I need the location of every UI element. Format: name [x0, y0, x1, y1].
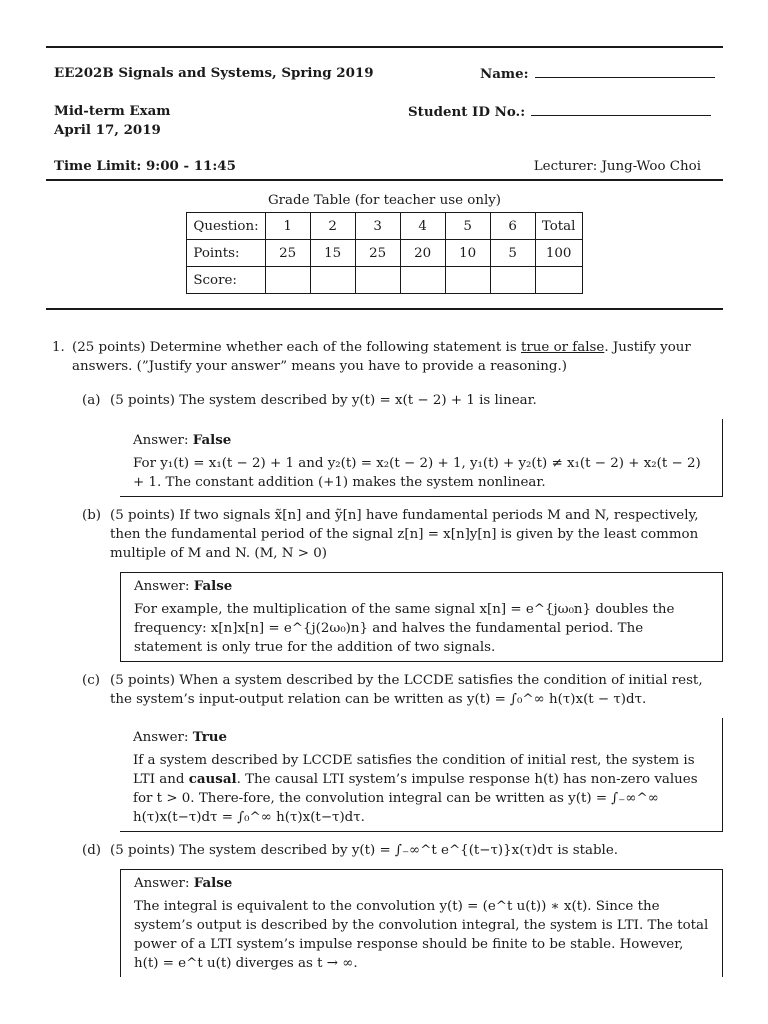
- part-d: [82, 841, 723, 860]
- points-cell: 25: [265, 240, 310, 267]
- answer-explanation: For y₁(t) = x₁(t − 2) + 1 and y₂(t) = x₂(t − 2) + 1, y₁(t) + y₂(t) ≠ x₁(t − 2) + x₂(t − 2) + 1. The constant addition (+1) makes the system nonlinear.: [133, 456, 701, 490]
- question-number: 1.: [52, 340, 65, 355]
- question-cell: 6: [490, 213, 535, 240]
- score-cell[interactable]: [400, 267, 445, 294]
- answer-value: False: [193, 875, 233, 891]
- answer-label: Answer:: [134, 876, 190, 891]
- question-1: [52, 338, 723, 977]
- answer-header: [133, 722, 712, 747]
- part-b: [82, 506, 723, 563]
- question-1-text-a: (25 points) Determine whether each of the following statement is: [72, 340, 521, 355]
- answer-box-c: [120, 718, 723, 832]
- answer-explanation-a: If a system described by LCCDE satisfies the condition of initial rest, the system is LTI and: [133, 753, 695, 787]
- answer-value: True: [192, 729, 228, 745]
- grade-table-row-points: [187, 240, 582, 267]
- question-1-text-underline: true or false: [520, 340, 605, 355]
- header-bottom-rule: [46, 179, 723, 181]
- student-id-field: [408, 102, 711, 122]
- answer-value: False: [192, 432, 232, 448]
- points-cell: 15: [310, 240, 355, 267]
- part-c: [82, 671, 723, 709]
- question-1-prompt: [52, 338, 723, 376]
- grade-table-section: [46, 191, 723, 294]
- score-cell[interactable]: [265, 267, 310, 294]
- student-id-blank[interactable]: [531, 102, 711, 116]
- question-row-label: Question:: [187, 213, 265, 240]
- answer-label: Answer:: [134, 579, 190, 594]
- exam-header: [46, 48, 723, 179]
- answer-box-a: [120, 419, 723, 497]
- question-cell: 3: [355, 213, 400, 240]
- part-question: (5 points) If two signals x̃[n] and ỹ[n] have fundamental periods M and N, respectively, then the fundamental period of the signal z[n] = x[n]y[n] is given by the least common multiple of M and N. (M, N > 0): [110, 508, 699, 561]
- question-1-text: [72, 338, 723, 376]
- answer-header: [134, 874, 712, 893]
- lecturer: Lecturer: Jung-Woo Choi: [533, 159, 701, 174]
- score-cell[interactable]: [310, 267, 355, 294]
- course-title: EE202B Signals and Systems, Spring 2019: [54, 65, 374, 81]
- answer-explanation: [133, 751, 712, 827]
- section-rule: [46, 308, 723, 310]
- score-cell[interactable]: [490, 267, 535, 294]
- answer-header: [133, 423, 712, 450]
- score-cell[interactable]: [355, 267, 400, 294]
- points-cell-total: 100: [535, 240, 582, 267]
- question-cell-total: Total: [535, 213, 582, 240]
- exam-date: April 17, 2019: [54, 122, 161, 138]
- question-cell: 1: [265, 213, 310, 240]
- question-cell: 5: [445, 213, 490, 240]
- points-cell: 5: [490, 240, 535, 267]
- part-label: (c): [82, 673, 100, 688]
- grade-table: [186, 212, 582, 294]
- answer-value: False: [193, 578, 233, 594]
- answer-label: Answer:: [133, 730, 189, 745]
- points-row-label: Points:: [187, 240, 265, 267]
- grade-table-row-score: [187, 267, 582, 294]
- exam-page: [46, 46, 723, 986]
- part-label: (b): [82, 508, 102, 523]
- points-cell: 10: [445, 240, 490, 267]
- question-1-text-b: . Justify your answers. (”Justify your answer” means you have to provide a reasoning.): [72, 340, 691, 374]
- part-question: (5 points) The system described by y(t) = x(t − 2) + 1 is linear.: [110, 393, 537, 408]
- answer-explanation: For example, the multiplication of the same signal x[n] = e^{jω₀n} doubles the frequency: x[n]x[n] = e^{j(2ω₀)n} and halves the fundamental period. The statement is only true for the addition of two signals.: [134, 602, 675, 655]
- part-question: (5 points) When a system described by the LCCDE satisfies the condition of initial rest, the system’s input-output relation can be written as y(t) = ∫₀^∞ h(τ)x(t − τ)dτ.: [110, 673, 703, 707]
- grade-table-row-questions: [187, 213, 582, 240]
- name-label: Name:: [480, 66, 529, 82]
- question-cell: 2: [310, 213, 355, 240]
- part-label: (d): [82, 843, 102, 858]
- score-row-label: Score:: [187, 267, 265, 294]
- answer-box-b: [120, 572, 723, 662]
- part-a: [82, 391, 723, 410]
- answer-explanation-b: . The causal LTI system’s impulse response h(t) has non-zero values for t > 0. There-fore, the convolution integral can be written as y(t) = ∫₋∞^∞ h(τ)x(t−τ)dτ = ∫₀^∞ h(τ)x(t−τ)dτ.: [133, 772, 698, 825]
- answer-label: Answer:: [133, 433, 189, 448]
- name-field: [480, 64, 715, 84]
- answer-header: [134, 577, 712, 596]
- exam-name: Mid-term Exam: [54, 103, 171, 119]
- answer-box-d: [120, 869, 723, 977]
- answer-explanation: The integral is equivalent to the convolution y(t) = (e^t u(t)) ∗ x(t). Since the system’s output is described by the convolution integral, the system is LTI. The total power of a LTI system’s impulse response should be finite to be stable. However, h(t) = e^t u(t) diverges as t → ∞.: [134, 899, 709, 971]
- score-cell-total[interactable]: [535, 267, 582, 294]
- question-cell: 4: [400, 213, 445, 240]
- part-label: (a): [82, 393, 101, 408]
- grade-table-caption: Grade Table (for teacher use only): [267, 193, 502, 208]
- part-question: (5 points) The system described by y(t) = ∫₋∞^t e^{(t−τ)}x(τ)dτ is stable.: [110, 843, 619, 858]
- name-blank[interactable]: [535, 64, 715, 78]
- student-id-label: Student ID No.:: [408, 104, 526, 120]
- score-cell[interactable]: [445, 267, 490, 294]
- points-cell: 25: [355, 240, 400, 267]
- points-cell: 20: [400, 240, 445, 267]
- time-limit: Time Limit: 9:00 - 11:45: [54, 158, 236, 174]
- answer-explanation-bold: causal: [188, 771, 237, 787]
- question-1-parts: [82, 391, 723, 977]
